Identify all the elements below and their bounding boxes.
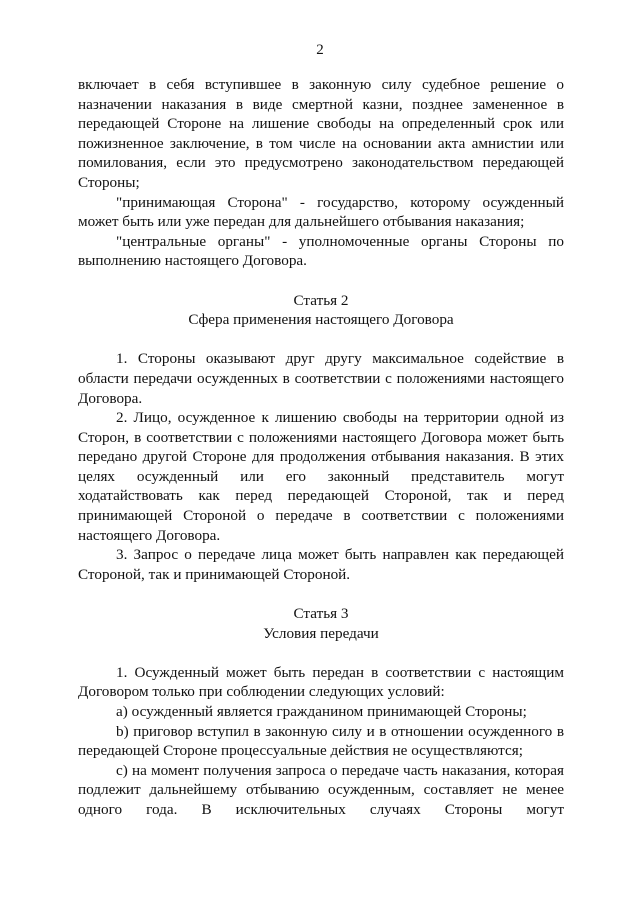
article-2-title: Сфера применения настоящего Договора [188,311,454,329]
article-2-paragraph-1: 1. Стороны оказывают друг другу максимальное содействие в области передачи осужденных в соответствии с положениями настоящего Договора. [78,350,564,407]
definition-receiving-party: "принимающая Сторона" - государство, которому осужденный может быть или уже передан для дальнейшего отбывания наказания; [78,193,564,231]
document-body [78,75,564,820]
article-2-paragraph-2: 2. Лицо, осужденное к лишению свободы на территории одной из Сторон, в соответствии с положениями настоящего Договора может быть передано другой Стороне для продолжения отбывания наказания. В этих целях осужденный или его законный представитель могут ходатайствовать как перед передающей Стороной, так и перед принимающей Стороной о передаче в соответствии с положениями настоящего Договора. [78,409,564,544]
article-3-paragraph-1: 1. Осужденный может быть передан в соответствии с настоящим Договором только при соблюдении следующих условий: [78,663,564,701]
article-2-paragraph-3: 3. Запрос о передаче лица может быть направлен как передающей Стороной, так и принимающей Стороной. [78,546,564,583]
intro-paragraph: включает в себя вступившее в законную силу судебное решение о назначении наказания в виде смертной казни, позднее замененное в передающей Стороне на лишение свободы на определенный срок или пожизненное заключение, в том числе на основании акта амнистии или помилования, если это предусмотрено законодательством передающей Стороны; [78,76,564,191]
definition-central-bodies: "центральные органы" - уполномоченные органы Стороны по выполнению настоящего Договора. [78,232,564,270]
article-3-condition-b: b) приговор вступил в законную силу и в отношении осужденного в передающей Стороне процессуальные действия не осуществляются; [78,722,564,760]
article-2-number: Статья 2 [293,291,349,309]
article-3-condition-a: а) осужденный является гражданином принимающей Стороны; [116,703,527,720]
article-3-number: Статья 3 [293,605,349,623]
page-number: 2 [316,42,324,58]
article-3-condition-c: c) на момент получения запроса о передаче часть наказания, которая подлежит дальнейшему отбыванию осужденным, составляет не менее одного года. В исключительных случаях Стороны могут [78,761,564,818]
article-3-title: Условия передачи [263,624,379,642]
